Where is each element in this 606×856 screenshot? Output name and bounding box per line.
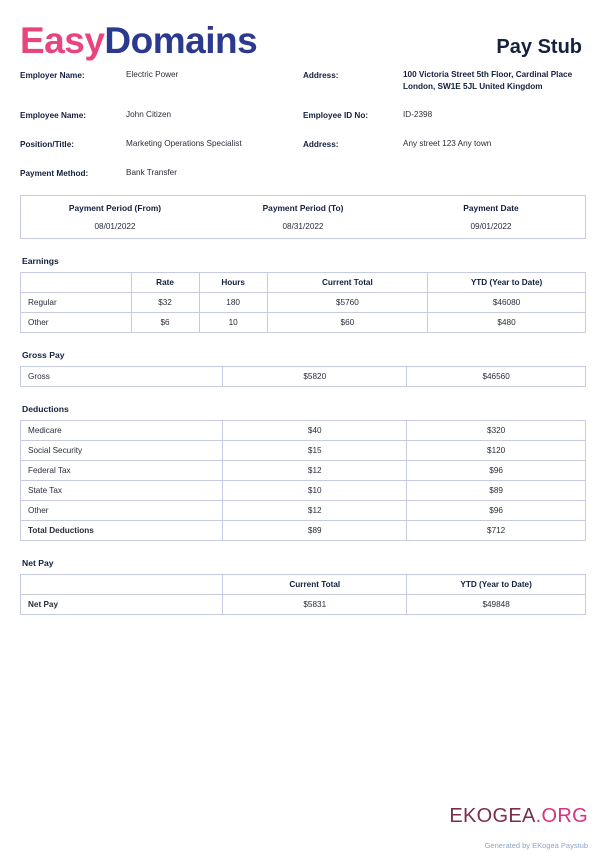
gross-row-0-name: Gross: [21, 367, 223, 387]
netpay-header-current: Current Total: [223, 575, 407, 595]
payment-date-value: 09/01/2022: [470, 222, 512, 232]
deductions-row-4-ytd: $96: [407, 501, 586, 521]
employee-name-value: John Citizen: [126, 109, 172, 119]
table-row: [21, 521, 586, 541]
employee-name-label: Employee Name:: [20, 110, 86, 120]
earnings-row-0-rate: $32: [131, 293, 199, 313]
payment-period-box: [20, 195, 586, 239]
earnings-header-current: Current Total: [267, 273, 427, 293]
earnings-section-label: Earnings: [22, 256, 59, 267]
info-section: [20, 69, 586, 179]
employee-id-label: Employee ID No:: [303, 110, 369, 120]
earnings-row-1-hours: 10: [199, 313, 267, 333]
deductions-table: [20, 420, 586, 541]
earnings-header-ytd: YTD (Year to Date): [428, 273, 586, 293]
footer-watermark-name: EKOGEA: [449, 805, 536, 827]
earnings-row-0-hours: 180: [199, 293, 267, 313]
netpay-header-ytd: YTD (Year to Date): [407, 575, 586, 595]
earnings-header-rate: Rate: [131, 273, 199, 293]
deductions-row-2-current: $12: [223, 461, 407, 481]
payment-period-to-label: Payment Period (To): [262, 203, 344, 214]
netpay-header-blank: [21, 575, 223, 595]
gross-section-label: Gross Pay: [22, 350, 65, 361]
earnings-row-1-name: Other: [21, 313, 132, 333]
footer-watermark: [449, 805, 588, 828]
earnings-row-0-current: $5760: [267, 293, 427, 313]
gross-row-0-ytd: $46560: [407, 367, 586, 387]
payment-period-from-label: Payment Period (From): [68, 203, 162, 214]
employee-id-value: ID-2398: [403, 109, 433, 119]
earnings-table: [20, 272, 586, 333]
payment-date: [397, 196, 585, 238]
deductions-row-5-name: Total Deductions: [21, 521, 223, 541]
info-row-employer: [20, 69, 586, 93]
payment-period-to-value: 08/31/2022: [282, 222, 324, 232]
employer-name-label: Employer Name:: [20, 71, 85, 80]
table-row: [21, 461, 586, 481]
payment-period-from-value: 08/01/2022: [94, 222, 136, 232]
position-value: Marketing Operations Specialist: [126, 138, 242, 148]
deductions-row-2-ytd: $96: [407, 461, 586, 481]
payment-date-label: Payment Date: [463, 203, 519, 214]
deductions-row-4-current: $12: [223, 501, 407, 521]
gross-row-0-current: $5820: [223, 367, 407, 387]
info-row-position: [20, 138, 586, 151]
deductions-row-3-name: State Tax: [21, 481, 223, 501]
table-header-row: [21, 575, 586, 595]
deductions-section-label: Deductions: [22, 404, 69, 415]
position-label: Position/Title:: [20, 139, 74, 149]
netpay-section-label: Net Pay: [22, 558, 54, 569]
netpay-row-0-ytd: $49848: [407, 595, 586, 615]
payment-method-value: Bank Transfer: [126, 167, 177, 177]
deductions-row-0-ytd: $320: [407, 421, 586, 441]
payment-period-to: [209, 196, 397, 238]
earnings-row-1-ytd: $480: [428, 313, 586, 333]
employer-address-label: Address:: [303, 71, 339, 80]
info-row-payment-method: [20, 167, 586, 180]
page-title: Pay Stub: [496, 36, 582, 58]
payment-method-label: Payment Method:: [20, 168, 89, 178]
deductions-row-5-current: $89: [223, 521, 407, 541]
deductions-row-0-name: Medicare: [21, 421, 223, 441]
table-row: [21, 367, 586, 387]
netpay-table: [20, 574, 586, 615]
earnings-row-0-ytd: $46080: [428, 293, 586, 313]
employee-address-label: Address:: [303, 139, 339, 149]
employee-address-value: Any street 123 Any town: [403, 138, 492, 148]
table-header-row: [21, 273, 586, 293]
employer-name-value: Electric Power: [126, 70, 179, 79]
deductions-row-5-ytd: $712: [407, 521, 586, 541]
logo-text-easy: Easy: [20, 20, 105, 61]
document-header: [20, 22, 586, 59]
payment-period-from: [21, 196, 209, 238]
employer-address-value: 100 Victoria Street 5th Floor, Cardinal Place London, SW1E 5JL United Kingdom: [403, 70, 573, 91]
netpay-row-0-name: Net Pay: [21, 595, 223, 615]
deductions-row-0-current: $40: [223, 421, 407, 441]
earnings-row-1-rate: $6: [131, 313, 199, 333]
table-row: [21, 293, 586, 313]
deductions-row-3-ytd: $89: [407, 481, 586, 501]
footer-watermark-tld: .ORG: [535, 805, 588, 827]
deductions-row-2-name: Federal Tax: [21, 461, 223, 481]
table-row: [21, 595, 586, 615]
footer-note: Generated by EKogea Paystub: [484, 841, 588, 850]
earnings-row-0-name: Regular: [21, 293, 132, 313]
gross-pay-table: [20, 366, 586, 387]
table-row: [21, 313, 586, 333]
earnings-row-1-current: $60: [267, 313, 427, 333]
table-row: [21, 441, 586, 461]
table-row: [21, 501, 586, 521]
table-row: [21, 481, 586, 501]
deductions-row-1-ytd: $120: [407, 441, 586, 461]
earnings-header-hours: Hours: [199, 273, 267, 293]
table-row: [21, 421, 586, 441]
info-row-employee: [20, 109, 586, 122]
netpay-row-0-current: $5831: [223, 595, 407, 615]
deductions-row-3-current: $10: [223, 481, 407, 501]
company-logo: [20, 22, 257, 59]
earnings-header-blank: [21, 273, 132, 293]
logo-text-domains: Domains: [104, 20, 258, 61]
deductions-row-1-current: $15: [223, 441, 407, 461]
deductions-row-4-name: Other: [21, 501, 223, 521]
deductions-row-1-name: Social Security: [21, 441, 223, 461]
